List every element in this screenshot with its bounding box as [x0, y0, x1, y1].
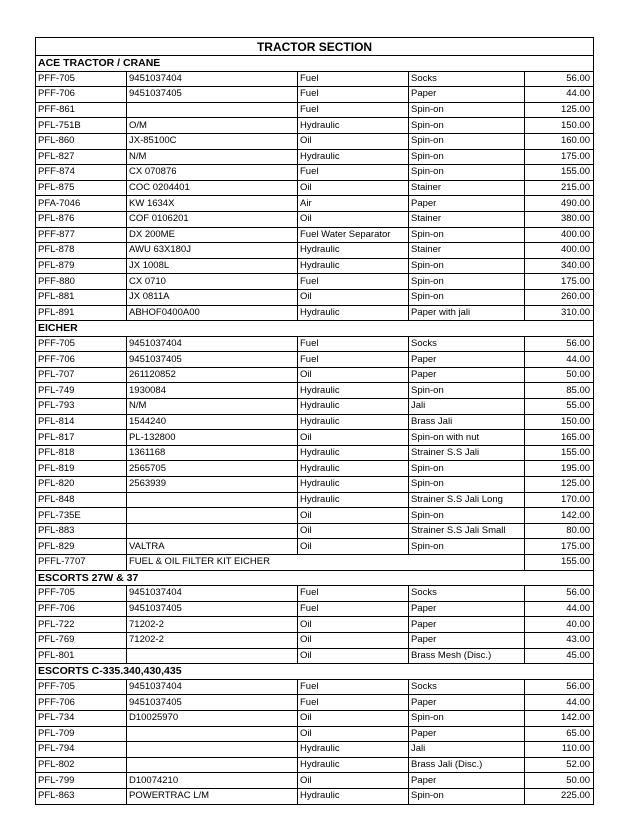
part-number-cell: PFL-749 [36, 383, 127, 399]
price-cell: 44.00 [525, 601, 594, 617]
reference-cell: 2563939 [127, 477, 298, 493]
price-cell: 125.00 [525, 477, 594, 493]
reference-cell [127, 102, 298, 118]
reference-cell: COF 0106201 [127, 211, 298, 227]
price-cell: 155.00 [525, 555, 594, 571]
part-number-cell: PFL-875 [36, 180, 127, 196]
part-number-cell: PFL-722 [36, 617, 127, 633]
reference-cell: 1930084 [127, 383, 298, 399]
price-cell: 400.00 [525, 227, 594, 243]
element-cell: Spin-on [409, 258, 525, 274]
part-number-cell: PFFL-7707 [36, 555, 127, 571]
filter-type-cell: Hydraulic [298, 243, 409, 259]
part-number-cell: PFL-799 [36, 773, 127, 789]
table-row [36, 695, 594, 711]
filter-type-cell: Hydraulic [298, 742, 409, 758]
reference-cell: DX 200ME [127, 227, 298, 243]
table-row [36, 180, 594, 196]
price-cell: 215.00 [525, 180, 594, 196]
reference-cell: N/M [127, 149, 298, 165]
reference-cell: O/M [127, 118, 298, 134]
section-title: ACE TRACTOR / CRANE [36, 56, 594, 72]
element-cell: Spin-on with nut [409, 430, 525, 446]
section-title: ESCORTS 27W & 37 [36, 570, 594, 586]
table-row [36, 211, 594, 227]
element-cell: Spin-on [409, 102, 525, 118]
table-row [36, 289, 594, 305]
element-cell: Jali [409, 742, 525, 758]
price-cell: 150.00 [525, 118, 594, 134]
table-row [36, 788, 594, 804]
part-number-cell: PFL-734 [36, 710, 127, 726]
reference-cell: JX 1008L [127, 258, 298, 274]
filter-type-cell: Hydraulic [298, 399, 409, 415]
part-number-cell: PFF-706 [36, 695, 127, 711]
element-cell: Strainer S.S Jali [409, 445, 525, 461]
price-cell: 142.00 [525, 710, 594, 726]
filter-type-cell: Fuel Water Separator [298, 227, 409, 243]
price-cell: 56.00 [525, 71, 594, 87]
reference-cell: VALTRA [127, 539, 298, 555]
filter-type-cell: Fuel [298, 165, 409, 181]
filter-type-cell: Oil [298, 710, 409, 726]
table-row [36, 243, 594, 259]
reference-cell [127, 492, 298, 508]
reference-cell: PL-132800 [127, 430, 298, 446]
part-number-cell: PFL-827 [36, 149, 127, 165]
part-number-cell: PFL-769 [36, 632, 127, 648]
price-cell: 490.00 [525, 196, 594, 212]
reference-cell: 9451037405 [127, 352, 298, 368]
element-cell: Paper [409, 87, 525, 103]
table-row [36, 648, 594, 664]
price-cell: 165.00 [525, 430, 594, 446]
part-number-cell: PFL-891 [36, 305, 127, 321]
element-cell: Paper [409, 695, 525, 711]
filter-type-cell: Hydraulic [298, 149, 409, 165]
filter-type-cell: Oil [298, 211, 409, 227]
price-cell: 150.00 [525, 414, 594, 430]
element-cell: Brass Jali [409, 414, 525, 430]
reference-cell [127, 742, 298, 758]
reference-cell: ABHOF0400A00 [127, 305, 298, 321]
element-cell: Brass Mesh (Disc.) [409, 648, 525, 664]
price-cell: 43.00 [525, 632, 594, 648]
filter-type-cell: Oil [298, 430, 409, 446]
price-cell: 400.00 [525, 243, 594, 259]
page-title: TRACTOR SECTION [36, 38, 594, 56]
element-cell: Paper [409, 601, 525, 617]
reference-cell: 9451037404 [127, 336, 298, 352]
filter-type-cell: Fuel [298, 679, 409, 695]
element-cell: Socks [409, 679, 525, 695]
reference-cell: 9451037404 [127, 679, 298, 695]
filter-type-cell: Oil [298, 539, 409, 555]
price-cell: 55.00 [525, 399, 594, 415]
part-number-cell: PFL-751B [36, 118, 127, 134]
table-row [36, 461, 594, 477]
price-cell: 56.00 [525, 679, 594, 695]
part-number-cell: PFF-706 [36, 352, 127, 368]
table-row [36, 367, 594, 383]
filter-type-cell: Hydraulic [298, 118, 409, 134]
reference-cell: 9451037404 [127, 586, 298, 602]
reference-cell: 9451037405 [127, 87, 298, 103]
part-number-cell: PFF-705 [36, 336, 127, 352]
section-header [36, 321, 594, 337]
filter-type-cell: Fuel [298, 336, 409, 352]
element-cell: Brass Jali (Disc.) [409, 757, 525, 773]
table-row [36, 492, 594, 508]
reference-cell: 1361168 [127, 445, 298, 461]
element-cell: Spin-on [409, 383, 525, 399]
part-number-cell: PFF-874 [36, 165, 127, 181]
part-number-cell: PFL-793 [36, 399, 127, 415]
table-row [36, 757, 594, 773]
element-cell: Stainer [409, 180, 525, 196]
element-cell: Spin-on [409, 788, 525, 804]
table-row [36, 102, 594, 118]
table-row [36, 383, 594, 399]
filter-type-cell: Oil [298, 289, 409, 305]
filter-type-cell: Hydraulic [298, 477, 409, 493]
part-number-cell: PFL-802 [36, 757, 127, 773]
element-cell: Spin-on [409, 710, 525, 726]
table-row [36, 773, 594, 789]
element-cell: Paper [409, 196, 525, 212]
part-number-cell: PFF-877 [36, 227, 127, 243]
table-row [36, 679, 594, 695]
section-header [36, 56, 594, 72]
filter-type-cell: Oil [298, 523, 409, 539]
filter-type-cell: Fuel [298, 102, 409, 118]
element-cell: Spin-on [409, 289, 525, 305]
price-list-body [36, 38, 594, 805]
element-cell: Paper [409, 352, 525, 368]
price-cell: 175.00 [525, 539, 594, 555]
element-cell: Stainer [409, 211, 525, 227]
table-row [36, 445, 594, 461]
title-row [36, 38, 594, 56]
table-row [36, 555, 594, 571]
element-cell: Socks [409, 586, 525, 602]
part-number-cell: PFL-801 [36, 648, 127, 664]
part-number-cell: PFL-735E [36, 508, 127, 524]
table-row [36, 196, 594, 212]
part-number-cell: PFL-707 [36, 367, 127, 383]
reference-cell [127, 648, 298, 664]
table-row [36, 710, 594, 726]
table-row [36, 133, 594, 149]
part-number-cell: PFL-829 [36, 539, 127, 555]
reference-cell: N/M [127, 399, 298, 415]
part-number-cell: PFL-817 [36, 430, 127, 446]
price-cell: 56.00 [525, 586, 594, 602]
filter-type-cell: Oil [298, 648, 409, 664]
filter-type-cell: Hydraulic [298, 414, 409, 430]
filter-type-cell: Oil [298, 632, 409, 648]
section-title: EICHER [36, 321, 594, 337]
filter-type-cell: Hydraulic [298, 788, 409, 804]
price-cell: 170.00 [525, 492, 594, 508]
price-cell: 225.00 [525, 788, 594, 804]
part-number-cell: PFF-705 [36, 586, 127, 602]
reference-cell: D10025970 [127, 710, 298, 726]
filter-type-cell: Oil [298, 617, 409, 633]
filter-type-cell: Oil [298, 726, 409, 742]
table-row [36, 601, 594, 617]
filter-type-cell: Fuel [298, 586, 409, 602]
section-title: ESCORTS C-335.340,430,435 [36, 664, 594, 680]
element-cell: Spin-on [409, 149, 525, 165]
element-cell: Spin-on [409, 118, 525, 134]
filter-type-cell: Fuel [298, 352, 409, 368]
element-cell: Spin-on [409, 461, 525, 477]
part-number-cell: PFL-860 [36, 133, 127, 149]
price-list-table [35, 37, 594, 805]
element-cell: Spin-on [409, 165, 525, 181]
price-cell: 380.00 [525, 211, 594, 227]
table-row [36, 632, 594, 648]
price-cell: 44.00 [525, 695, 594, 711]
table-row [36, 726, 594, 742]
price-cell: 155.00 [525, 165, 594, 181]
part-number-cell: PFL-818 [36, 445, 127, 461]
price-cell: 260.00 [525, 289, 594, 305]
element-cell: Paper [409, 617, 525, 633]
price-cell: 160.00 [525, 133, 594, 149]
reference-cell: KW 1634X [127, 196, 298, 212]
price-cell: 175.00 [525, 274, 594, 290]
filter-type-cell: Fuel [298, 274, 409, 290]
price-cell: 80.00 [525, 523, 594, 539]
reference-cell: D10074210 [127, 773, 298, 789]
filter-type-cell: Hydraulic [298, 461, 409, 477]
section-header [36, 664, 594, 680]
part-number-cell: PFL-819 [36, 461, 127, 477]
price-cell: 175.00 [525, 149, 594, 165]
element-cell: Spin-on [409, 508, 525, 524]
table-row [36, 258, 594, 274]
reference-cell: JX 0811A [127, 289, 298, 305]
price-cell: 52.00 [525, 757, 594, 773]
part-number-cell: PFF-706 [36, 87, 127, 103]
filter-type-cell: Oil [298, 133, 409, 149]
filter-type-cell: Hydraulic [298, 757, 409, 773]
part-number-cell: PFL-794 [36, 742, 127, 758]
filter-type-cell: Hydraulic [298, 383, 409, 399]
reference-cell: 71202-2 [127, 632, 298, 648]
price-cell: 110.00 [525, 742, 594, 758]
reference-cell: FUEL & OIL FILTER KIT EICHER [127, 555, 525, 571]
element-cell: Spin-on [409, 133, 525, 149]
part-number-cell: PFL-876 [36, 211, 127, 227]
table-row [36, 352, 594, 368]
price-cell: 56.00 [525, 336, 594, 352]
price-cell: 44.00 [525, 87, 594, 103]
table-row [36, 414, 594, 430]
reference-cell: AWU 63X180J [127, 243, 298, 259]
part-number-cell: PFL-878 [36, 243, 127, 259]
price-cell: 155.00 [525, 445, 594, 461]
table-row [36, 118, 594, 134]
filter-type-cell: Air [298, 196, 409, 212]
reference-cell: JX-85100C [127, 133, 298, 149]
filter-type-cell: Oil [298, 180, 409, 196]
price-cell: 195.00 [525, 461, 594, 477]
filter-type-cell: Fuel [298, 601, 409, 617]
table-row [36, 165, 594, 181]
table-row [36, 336, 594, 352]
reference-cell: COC 0204401 [127, 180, 298, 196]
element-cell: Strainer S.S Jali Small [409, 523, 525, 539]
table-row [36, 305, 594, 321]
element-cell: Socks [409, 71, 525, 87]
element-cell: Stainer [409, 243, 525, 259]
filter-type-cell: Fuel [298, 71, 409, 87]
table-row [36, 523, 594, 539]
reference-cell: 2565705 [127, 461, 298, 477]
element-cell: Spin-on [409, 539, 525, 555]
reference-cell: CX 0710 [127, 274, 298, 290]
table-row [36, 477, 594, 493]
reference-cell: 71202-2 [127, 617, 298, 633]
reference-cell: 9451037405 [127, 601, 298, 617]
element-cell: Socks [409, 336, 525, 352]
price-cell: 40.00 [525, 617, 594, 633]
filter-type-cell: Fuel [298, 87, 409, 103]
filter-type-cell: Oil [298, 773, 409, 789]
reference-cell: 9451037405 [127, 695, 298, 711]
table-row [36, 87, 594, 103]
price-cell: 44.00 [525, 352, 594, 368]
filter-type-cell: Oil [298, 508, 409, 524]
table-row [36, 539, 594, 555]
table-row [36, 586, 594, 602]
part-number-cell: PFF-705 [36, 71, 127, 87]
price-cell: 142.00 [525, 508, 594, 524]
part-number-cell: PFF-861 [36, 102, 127, 118]
table-row [36, 742, 594, 758]
part-number-cell: PFL-879 [36, 258, 127, 274]
price-cell: 125.00 [525, 102, 594, 118]
part-number-cell: PFL-820 [36, 477, 127, 493]
table-row [36, 430, 594, 446]
part-number-cell: PFL-863 [36, 788, 127, 804]
price-cell: 45.00 [525, 648, 594, 664]
table-row [36, 508, 594, 524]
filter-type-cell: Hydraulic [298, 258, 409, 274]
reference-cell: 261120852 [127, 367, 298, 383]
filter-type-cell: Oil [298, 367, 409, 383]
part-number-cell: PFL-848 [36, 492, 127, 508]
part-number-cell: PFL-709 [36, 726, 127, 742]
price-cell: 50.00 [525, 367, 594, 383]
part-number-cell: PFL-814 [36, 414, 127, 430]
reference-cell [127, 523, 298, 539]
part-number-cell: PFF-705 [36, 679, 127, 695]
reference-cell [127, 726, 298, 742]
reference-cell: 9451037404 [127, 71, 298, 87]
element-cell: Paper [409, 726, 525, 742]
element-cell: Paper with jali [409, 305, 525, 321]
element-cell: Spin-on [409, 274, 525, 290]
table-row [36, 227, 594, 243]
part-number-cell: PFF-706 [36, 601, 127, 617]
element-cell: Paper [409, 632, 525, 648]
element-cell: Spin-on [409, 477, 525, 493]
reference-cell [127, 757, 298, 773]
reference-cell: CX 070876 [127, 165, 298, 181]
price-cell: 50.00 [525, 773, 594, 789]
table-row [36, 399, 594, 415]
element-cell: Strainer S.S Jali Long [409, 492, 525, 508]
reference-cell: 1544240 [127, 414, 298, 430]
part-number-cell: PFF-880 [36, 274, 127, 290]
table-row [36, 149, 594, 165]
reference-cell [127, 508, 298, 524]
reference-cell: POWERTRAC L/M [127, 788, 298, 804]
filter-type-cell: Hydraulic [298, 445, 409, 461]
price-cell: 65.00 [525, 726, 594, 742]
table-row [36, 71, 594, 87]
price-cell: 85.00 [525, 383, 594, 399]
filter-type-cell: Hydraulic [298, 492, 409, 508]
section-header [36, 570, 594, 586]
filter-type-cell: Hydraulic [298, 305, 409, 321]
price-cell: 310.00 [525, 305, 594, 321]
element-cell: Jali [409, 399, 525, 415]
element-cell: Paper [409, 773, 525, 789]
element-cell: Paper [409, 367, 525, 383]
table-row [36, 617, 594, 633]
table-row [36, 274, 594, 290]
price-cell: 340.00 [525, 258, 594, 274]
part-number-cell: PFA-7046 [36, 196, 127, 212]
part-number-cell: PFL-881 [36, 289, 127, 305]
element-cell: Spin-on [409, 227, 525, 243]
part-number-cell: PFL-883 [36, 523, 127, 539]
filter-type-cell: Fuel [298, 695, 409, 711]
